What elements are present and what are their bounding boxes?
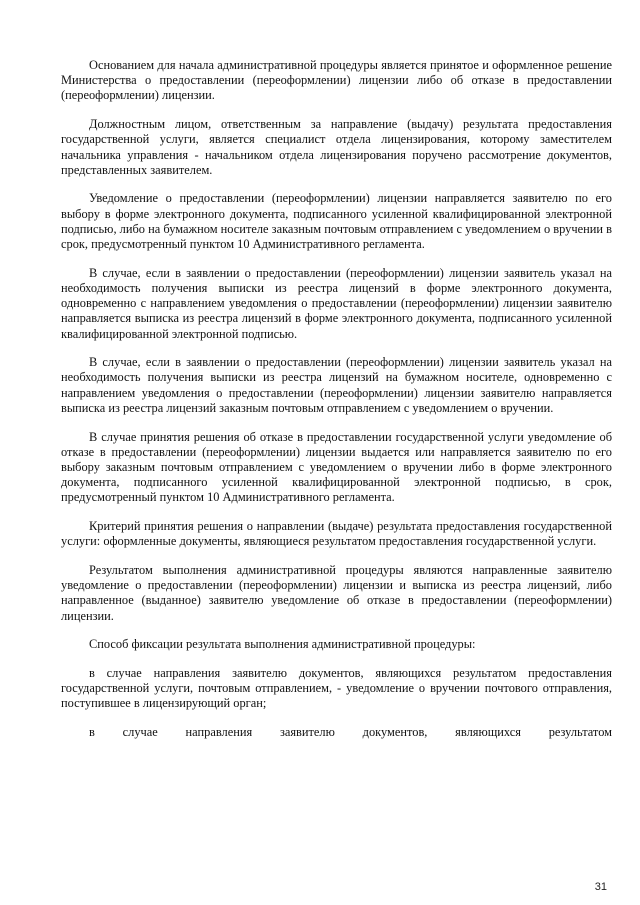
paragraph-11: в случае направления заявителю документов, являющихся результатом: [89, 725, 612, 740]
paragraph-4: В случае, если в заявлении о предоставлении (переоформлении) лицензии заявитель указал на необходимость получения выписки из реестра лицензий в форме электронного документа, одновременно с направлением уведомления о предоставлении (переоформлении) лицензии заявителю направляется выписка из реестра лицензий в форме электронного документа, подписанного усиленной квалифицированной электронной подписью.: [61, 265, 612, 341]
paragraph-2: Должностным лицом, ответственным за направление (выдачу) результата предоставления государственной услуги, является специалист отдела лицензирования, которому заместителем начальника управления - начальником отдела лицензирования поручено рассмотрение документов, представленных заявителем.: [61, 117, 612, 177]
paragraph-3: Уведомление о предоставлении (переоформлении) лицензии направляется заявителю по его выбору в форме электронного документа, подписанного усиленной квалифицированной электронной подписью, либо на бумажном носителе заказным почтовым отправлением с уведомлением о вручении в срок, предусмотренный пунктом 10 Административного регламента.: [61, 191, 612, 252]
paragraph-8: Результатом выполнения административной процедуры являются направленные заявителю уведомление о предоставлении (переоформлении) лицензии и выписка из реестра лицензий, либо направленное (выданное) заявителю уведомление об отказе в предоставлении (переоформлении) лицензии.: [61, 562, 612, 623]
paragraph-6: В случае принятия решения об отказе в предоставлении государственной услуги уведомление об отказе в предоставлении (переоформлении) лицензии выдается или направляется заявителю по его выбору заказным почтовым отправлением с уведомлением о вручении либо в форме электронного документа, подписанного усиленной квалифицированной электронной подписью, в срок, предусмотренный пунктом 10 Административного регламента.: [61, 429, 612, 505]
paragraph-9: Способ фиксации результата выполнения административной процедуры:: [89, 637, 476, 652]
page-number: 31: [594, 881, 607, 893]
paragraph-5: В случае, если в заявлении о предоставлении (переоформлении) лицензии заявитель указал на необходимость получения выписки из реестра лицензий на бумажном носителе, одновременно с направлением уведомления о предоставлении (переоформлении) лицензии заявителю направляется выписка из реестра лицензий заказным почтовым отправлением с уведомлением о вручении.: [61, 355, 612, 415]
paragraph-1: Основанием для начала административной процедуры является принятое и оформленное решение Министерства о предоставлении (переоформлении) лицензии либо об отказе в предоставлении (переоформлении) лицензии.: [61, 58, 612, 103]
paragraph-7: Критерий принятия решения о направлении (выдаче) результата предоставления государственной услуги: оформленные документы, являющиеся результатом предоставления государственной услуги.: [61, 519, 612, 549]
paragraph-10: в случае направления заявителю документов, являющихся результатом предоставления государственной услуги, почтовым отправлением, - уведомление о вручении почтового отправления, поступившее в лицензирующий орган;: [61, 666, 612, 711]
document-body: [61, 58, 612, 740]
